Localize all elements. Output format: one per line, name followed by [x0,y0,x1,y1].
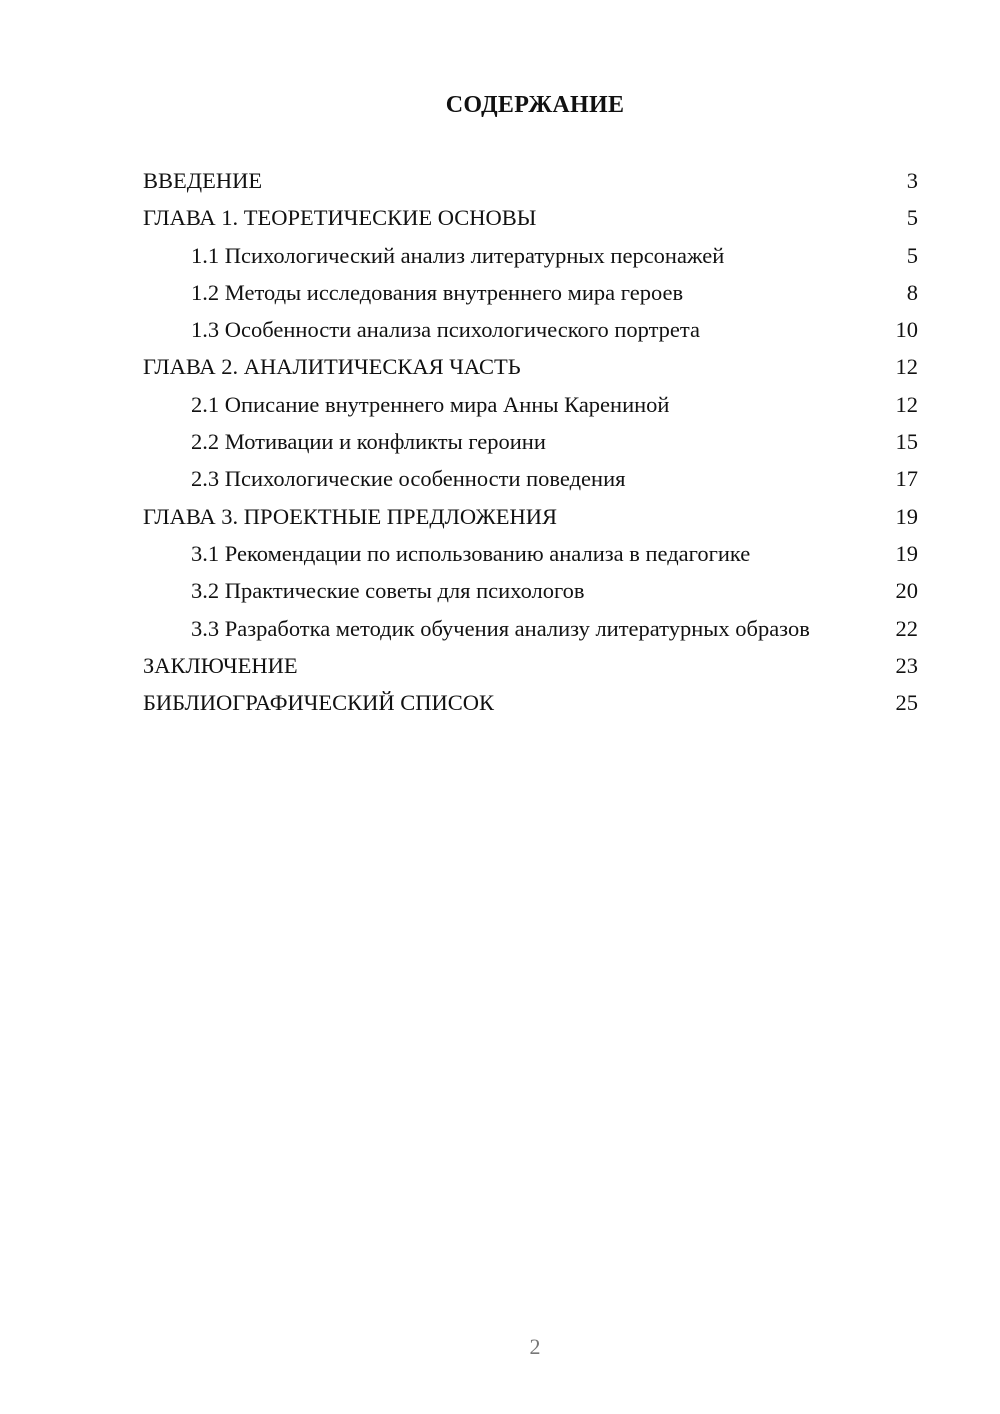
toc-entry-page: 5 [906,205,918,231]
toc-heading: СОДЕРЖАНИЕ [445,92,625,118]
toc-entry-chapter-2 [143,354,918,380]
toc-entry-label: ЗАКЛЮЧЕНИЕ [143,652,298,678]
toc-entry-label: 3.3 Разработка методик обучения анализу литературных образов [191,615,810,641]
toc-entry-section-3-2 [143,578,918,604]
toc-entry-chapter-3 [143,504,918,530]
toc-entry-label: ГЛАВА 2. АНАЛИТИЧЕСКАЯ ЧАСТЬ [143,354,521,380]
toc-entry-label: 2.1 Описание внутреннего мира Анны Карениной [191,391,670,417]
toc-entry-section-1-1 [143,243,918,269]
toc-entry-label: 3.2 Практические советы для психологов [191,578,585,604]
toc-entry-label: ВВЕДЕНИЕ [143,168,263,193]
toc-entry-section-2-3 [143,466,918,492]
toc-entry-page: 12 [895,391,918,417]
toc-entry-chapter-1 [143,205,918,231]
toc-entry-section-2-1 [143,392,918,418]
toc-entry-section-3-3 [143,616,918,642]
toc-entry-label: 1.1 Психологический анализ литературных персонажей [191,242,725,268]
toc-entry-label: 3.1 Рекомендации по использованию анализа в педагогике [191,540,751,566]
toc-entry-label: 2.3 Психологические особенности поведения [191,466,626,492]
toc-entry-page: 10 [895,317,918,343]
toc-entry-page: 3 [906,168,918,193]
toc-entry-section-1-3 [143,317,918,343]
toc-entry-label: 2.2 Мотивации и конфликты героини [191,429,546,455]
toc-entry-page: 12 [895,354,918,380]
toc-entry-page: 25 [895,690,918,716]
toc-entry-page: 19 [895,540,918,566]
toc-entry-section-3-1 [143,541,918,567]
toc-entry-page: 15 [895,429,918,455]
toc-entry-section-2-2 [143,429,918,455]
toc-entry-conclusion [143,653,918,679]
toc-entry-page: 17 [895,466,918,492]
toc-entry-label: ГЛАВА 3. ПРОЕКТНЫЕ ПРЕДЛОЖЕНИЯ [143,503,558,529]
toc-entry-introduction [143,168,918,194]
toc-entry-section-1-2 [143,280,918,306]
toc-entry-page: 23 [895,652,918,678]
toc-entry-page: 19 [895,503,918,529]
toc-entry-page: 8 [906,279,918,305]
toc-entry-label: БИБЛИОГРАФИЧЕСКИЙ СПИСОК [143,690,495,716]
page-number: 2 [529,1334,541,1359]
toc-entry-label: ГЛАВА 1. ТЕОРЕТИЧЕСКИЕ ОСНОВЫ [143,205,537,231]
toc-entry-page: 20 [895,578,918,604]
toc-entry-label: 1.3 Особенности анализа психологического портрета [191,317,701,343]
toc-entry-page: 5 [906,242,918,268]
toc-entry-label: 1.2 Методы исследования внутреннего мира героев [191,279,684,305]
toc-entry-page: 22 [895,615,918,641]
toc-entry-bibliography [143,690,918,716]
table-of-contents [143,168,918,727]
